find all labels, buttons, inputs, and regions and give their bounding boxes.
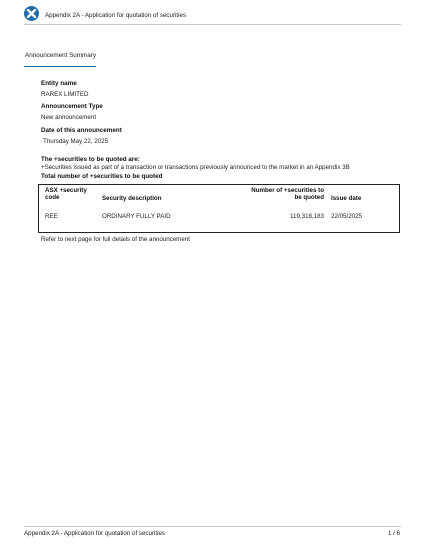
details-note: Refer to next page for full details of the announcement: [41, 236, 190, 243]
announcement-summary-tab[interactable]: Announcement Summary: [25, 52, 97, 59]
announcement-date-value: Thursday May 22, 2025: [43, 138, 109, 145]
table-header-number: [250, 187, 324, 202]
securities-subtext: +Securities issued as part of a transaction or transactions previously announced to the market in an Appendix 3B: [41, 164, 350, 171]
header-divider: [24, 24, 401, 25]
table-cell-code: REE: [45, 213, 58, 220]
footer-divider: [24, 526, 401, 527]
table-header-code-line1: ASX +security: [45, 187, 87, 194]
header-title: Appendix 2A - Application for quotation of securities: [45, 12, 187, 19]
table-header-number-line2: be quoted: [294, 194, 324, 202]
table-header-code-line2: code: [45, 194, 60, 202]
page-number: 1 / 6: [387, 530, 400, 537]
footer-title: Appendix 2A - Application for quotation of securities: [24, 530, 166, 537]
announcement-type-value: New announcement: [41, 114, 97, 121]
table-cell-issue-date: 22/05/2025: [331, 213, 362, 220]
total-securities-label: Total number of +securities to be quoted: [41, 173, 163, 180]
table-header-code: [45, 187, 87, 202]
tab-underline: [24, 66, 96, 67]
page-header: [0, 0, 425, 26]
announcement-date-label: Date of this announcement: [41, 127, 122, 134]
entity-name-value: RAREX LIMITED: [41, 91, 89, 98]
table-header-issue-date: Issue date: [331, 194, 362, 202]
entity-name-label: Entity name: [41, 80, 77, 87]
table-cell-number: 119,318,183: [290, 213, 324, 220]
table-header-number-line1: Number of +securities to: [251, 187, 324, 194]
asx-logo-icon: [24, 6, 39, 21]
announcement-type-label: Announcement Type: [41, 103, 103, 110]
table-header-description: Security description: [102, 194, 162, 202]
securities-heading: The +securities to be quoted are:: [41, 156, 140, 163]
table-cell-description: ORDINARY FULLY PAID: [102, 213, 171, 220]
securities-table: [38, 184, 400, 233]
